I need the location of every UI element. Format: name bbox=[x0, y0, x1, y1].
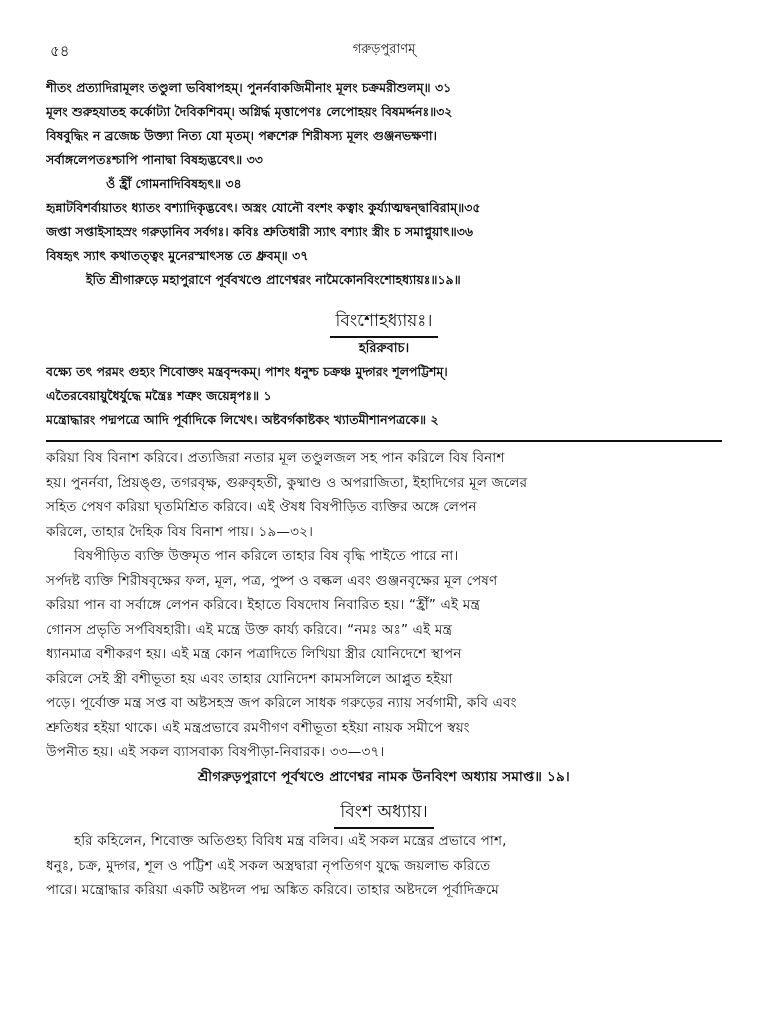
bengali-chapter-body bbox=[46, 829, 722, 903]
verse-line: শীতং প্রত্যাদিরামূলং তণ্ডুলা ভবিষাপহম্। পুনর্নবাকজিমীনাং মূলং চক্রমরীশুলম্॥ ৩১ bbox=[46, 80, 452, 95]
chapter-heading bbox=[46, 306, 722, 338]
commentary-line: হরি কহিলেন, শিবোক্ত অতিগুহ্য বিবিধ মন্ত্র বলিব। এই সকল মন্ত্রের প্রভাবে পাশ, bbox=[74, 833, 507, 849]
commentary-line: উপনীত হয়। এই সকল ব্যাসবাক্য বিষপীড়া-নিবারক। ৩৩—৩৭। bbox=[46, 744, 385, 760]
commentary-line: হয়। পুনর্নবা, প্রিয়ঙ্গু, তগরবৃক্ষ, গুরুবৃহতী, কুষ্মাণ্ড ও অপরাজিতা, ইহাদিগের মূল জলের bbox=[46, 474, 528, 491]
verse-line: মন্ত্রোদ্ধারং পদ্মপত্রে আদি পূর্বাদিকে লিখেৎ। অষ্টবর্গকাষ্টকং খ্যাতমীশানপত্রকে॥ ২ bbox=[46, 412, 439, 427]
verse-line: বক্ষ্যে তৎ পরমং গুহ্যং শিবোক্তং মন্ত্রবৃন্দকম্। পাশং ধনুশ্চ চক্রঞ্চ মুদ্গরং শূলপট্টিশম্। bbox=[46, 364, 448, 379]
commentary-line: সর্পদষ্ট ব্যক্তি শিরীষবৃক্ষের ফল, মূল, পত্র, পুষ্প ও বল্কল এবং গুঞ্জনবৃক্ষের মূল পেষণ bbox=[46, 572, 498, 589]
verse-line-mantra: ওঁ হ্রীঁ গোমনাদিবিষহৃৎ॥ ৩৪ bbox=[106, 176, 242, 191]
verse-line: বিষবুদ্ধিং ন ব্রজেচ্চ উক্ত্যা নিত্য যো মৃতম্। পক্বশেরু শিরীষস্য মূলং গুঞ্জনভক্ষণা। bbox=[46, 128, 438, 143]
commentary-line: করিয়া পান বা সর্বাঙ্গে লেপন করিবে। ইহাতে বিষদোষ নিবারিত হয়। “হ্রীঁ” এই মন্ত্র bbox=[46, 597, 481, 613]
speaker-line: হরিরুবাচ। bbox=[358, 341, 410, 356]
commentary-line: ধ্যানমাত্র বশীকরণ হয়। এই মন্ত্র কোন পত্রাদিতে লিখিয়া স্ত্রীর যোনিদেশে স্থাপন bbox=[46, 646, 462, 662]
commentary-line: করিলে, তাহার দৈহিক বিষ বিনাশ পায়। ১৯—৩২। bbox=[46, 523, 314, 540]
running-title: গরুড়পুরাণম্ bbox=[352, 42, 416, 57]
verse-line: হৃন্নাটবিশর্বায়াতং ধ্যাতং বশ্যাদিকৃদ্ভবেৎ। অস্ত্রং যোনৌ বংশং কত্বাং কুর্য্যাত্মদ্বন্দ্বাবিরাম্॥৩৫ bbox=[46, 200, 481, 215]
verse-line: বিষহৃৎ স্যাৎ কথাতত্ত্বং মুনেরস্মাৎসন্ত তে ধ্রুবম্॥ ৩৭ bbox=[46, 248, 309, 263]
commentary-line: করিয়া বিষ বিনাশ করিবে। প্রত্যজিরা নতার মূল তণ্ডুলজল সহ পান করিলে বিষ বিনাশ bbox=[46, 450, 505, 466]
verse-line: এতৈরবেয়ায়ুধৈর্যুদ্ধে মন্ত্রৈঃ শত্রুং জয়েন্নৃপঃ॥ ১ bbox=[46, 388, 272, 403]
verse-line: জপ্তা সপ্তাইসাহস্রং গরুড়ানিব সর্বগঃ। কবিঃ শ্রুতিধারী স্যাৎ বশ্যাং স্ত্রীং চ সমাপ্নুয়াৎ॥৩৬ bbox=[46, 224, 473, 239]
chapter-colophon: ইতি শ্রীগারুড়ে মহাপুরাণে পূর্ববখণ্ডে প্রাণেশ্বরং নামৈকোনবিংশোহধ্যায়ঃ॥১৯॥ bbox=[86, 272, 461, 287]
bengali-commentary bbox=[46, 440, 722, 789]
page-header bbox=[46, 40, 722, 62]
commentary-line: গোনস প্রভৃতি সর্পবিষহারী। এই মন্ত্রে উক্ত কার্য্য করিবে। “নমঃ অঃ” এই মন্ত্র bbox=[46, 621, 453, 638]
page-number: ৫৪ bbox=[50, 42, 70, 60]
chapter-title: বিংশোহধ্যায়ঃ। bbox=[330, 306, 439, 338]
commentary-line: ধনুঃ, চক্র, মুদ্গর, শূল ও পট্টিশ এই সকল অস্ত্রদ্বারা নৃপতিগণ যুদ্ধে জয়লাভ করিতে bbox=[46, 857, 491, 874]
commentary-colophon: শ্রীগরুড়পুরাণে পূর্বখণ্ডে প্রাণেশ্বর নামক উনবিংশ অধ্যায় সমাপ্ত॥ ১৯। bbox=[198, 768, 570, 785]
commentary-line: পড়ে। পূর্বোক্ত মন্ত্র সপ্ত বা অষ্টসহস্র জপ করিলে সাধক গরুড়ের ন্যায় সর্বগামী, কবি এবং bbox=[46, 695, 517, 711]
commentary-line: করিলে সেই স্ত্রী বশীভূতা হয় এবং তাহার যোনিদেশ কামসলিলে আপ্লুত হইয়া bbox=[46, 670, 453, 687]
commentary-line: পারে। মন্ত্রোদ্ধার করিয়া একটি অষ্টদল পদ্ম অঙ্কিত করিবে। তাহার অষ্টদলে পূর্বাদিক্রমে bbox=[46, 882, 499, 898]
bengali-chapter-heading bbox=[46, 797, 722, 829]
commentary-line: সহিত পেষণ করিয়া ঘৃতমিশ্রিত করিবে। এই ঔষধ বিষপীড়িত ব্যক্তির অঙ্গে লেপন bbox=[46, 499, 477, 515]
bengali-chapter-title: বিংশ অধ্যায়। bbox=[334, 797, 433, 829]
commentary-line: শ্রুতিধর হইয়া থাকে। এই মন্ত্রপ্রভাবে রমণীগণ বশীভূতা হইয়া নায়ক সমীপে স্বয়ং bbox=[46, 719, 470, 736]
commentary-line: বিষপীড়িত ব্যক্তি উক্তমৃত পান করিলে তাহার বিষ বৃদ্ধি পাইতে পারে না। bbox=[74, 548, 459, 564]
verse-block-chapter-20 bbox=[46, 360, 722, 432]
verse-block-chapter-19-end bbox=[46, 76, 722, 292]
verse-line: মূলং শুরুহযাতহ কর্কোট্যা দৈবিকশিবম্। অগ্নির্দ্ধ মৃত্তাপেণঃ লেপোহয়ং বিষমর্দ্দনঃ॥৩২ bbox=[46, 104, 453, 119]
verse-line: সর্বাঙ্গলেপতঃশ্চাপি পানাদ্বা বিষহৃদ্ভবেৎ॥ ৩৩ bbox=[46, 152, 263, 167]
